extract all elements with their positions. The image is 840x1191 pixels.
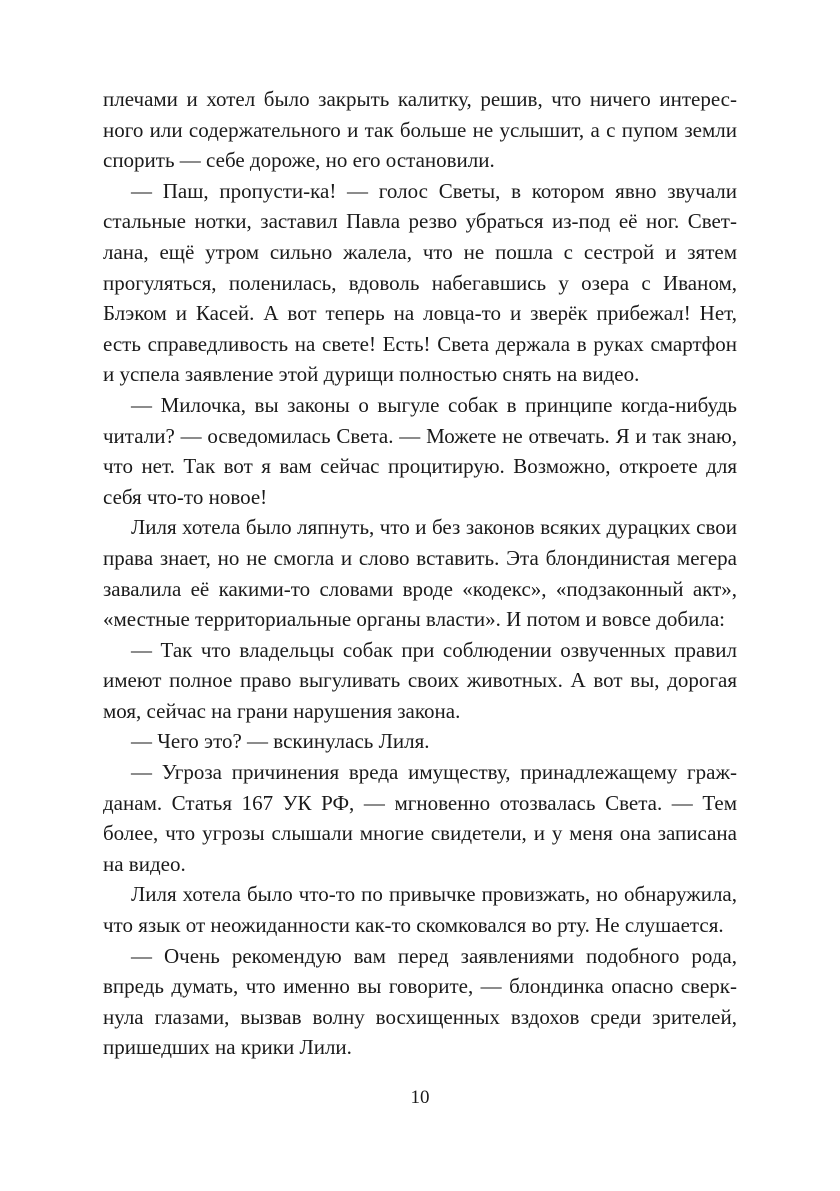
paragraph-5: — Так что владельцы собак при соблюдении озвученных правил имеют полное право выгуливать своих животных. А вот вы, дорогая моя, сейчас на грани нарушения закона.	[103, 637, 737, 723]
paragraph-7: — Угроза причинения вреда имуществу, принадлежащему гражданам. Статья 167 УК РФ, — мгновенно отозвалась Света. — Тем более, что угрозы слышали многие свидетели, и у меня она записана на видео.	[103, 760, 737, 876]
paragraph-9: — Очень рекомендую вам перед заявлениями подобного рода, впредь думать, что именно вы говорите, — блондинка опасно сверкнула глазами, вызвав волну восхищенных вздохов среди зрителей, пришедших на крики Лили.	[103, 943, 737, 1060]
paragraph-8: Лиля хотела было что-то по привычке провизжать, но обнаружила, что язык от неожиданности как-то скомковался во рту. Не слушается.	[103, 882, 737, 938]
paragraph-1: плечами и хотел было закрыть калитку, решив, что ничего интересного или содержательного и так больше не услышит, а с пупом земли спорить — себе дороже, но его остановили.	[103, 87, 737, 173]
paragraph-2: — Паш, пропусти-ка! — голос Светы, в котором явно звучали стальные нотки, заставил Павла резво убраться из-под её ног. Светлана, ещё утром сильно жалела, что не пошла с сестрой и зятем прогуляться, поленилась, вдоволь набегавшись у озера с Иваном, Блэком и Касей. А вот теперь на ловца-то и зверёк прибежал! Нет, есть справедливость на свете! Есть! Света держала в руках смартфон и успела заявление этой дурищи полностью снять на видео.	[103, 178, 737, 387]
paragraph-6: — Чего это? — вскинулась Лиля.	[131, 729, 430, 754]
paragraph-4: Лиля хотела было ляпнуть, что и без законов всяких дурацких свои права знает, но не смогла и слово вставить. Эта блондинистая мегера завалила её какими-то словами вроде «кодекс», «подзаконный акт», «местные территориальные органы власти». И потом и вовсе добила:	[103, 515, 737, 632]
page-number: 10	[410, 1087, 430, 1108]
paragraph-3: — Милочка, вы законы о выгуле собак в принципе когда-нибудь читали? — осведомилась Света. — Можете не отвечать. Я и так знаю, что нет. Так вот я вам сейчас процитирую. Возможно, откроете для себя что-то новое!	[103, 392, 737, 509]
page-text-block	[103, 84, 737, 1063]
